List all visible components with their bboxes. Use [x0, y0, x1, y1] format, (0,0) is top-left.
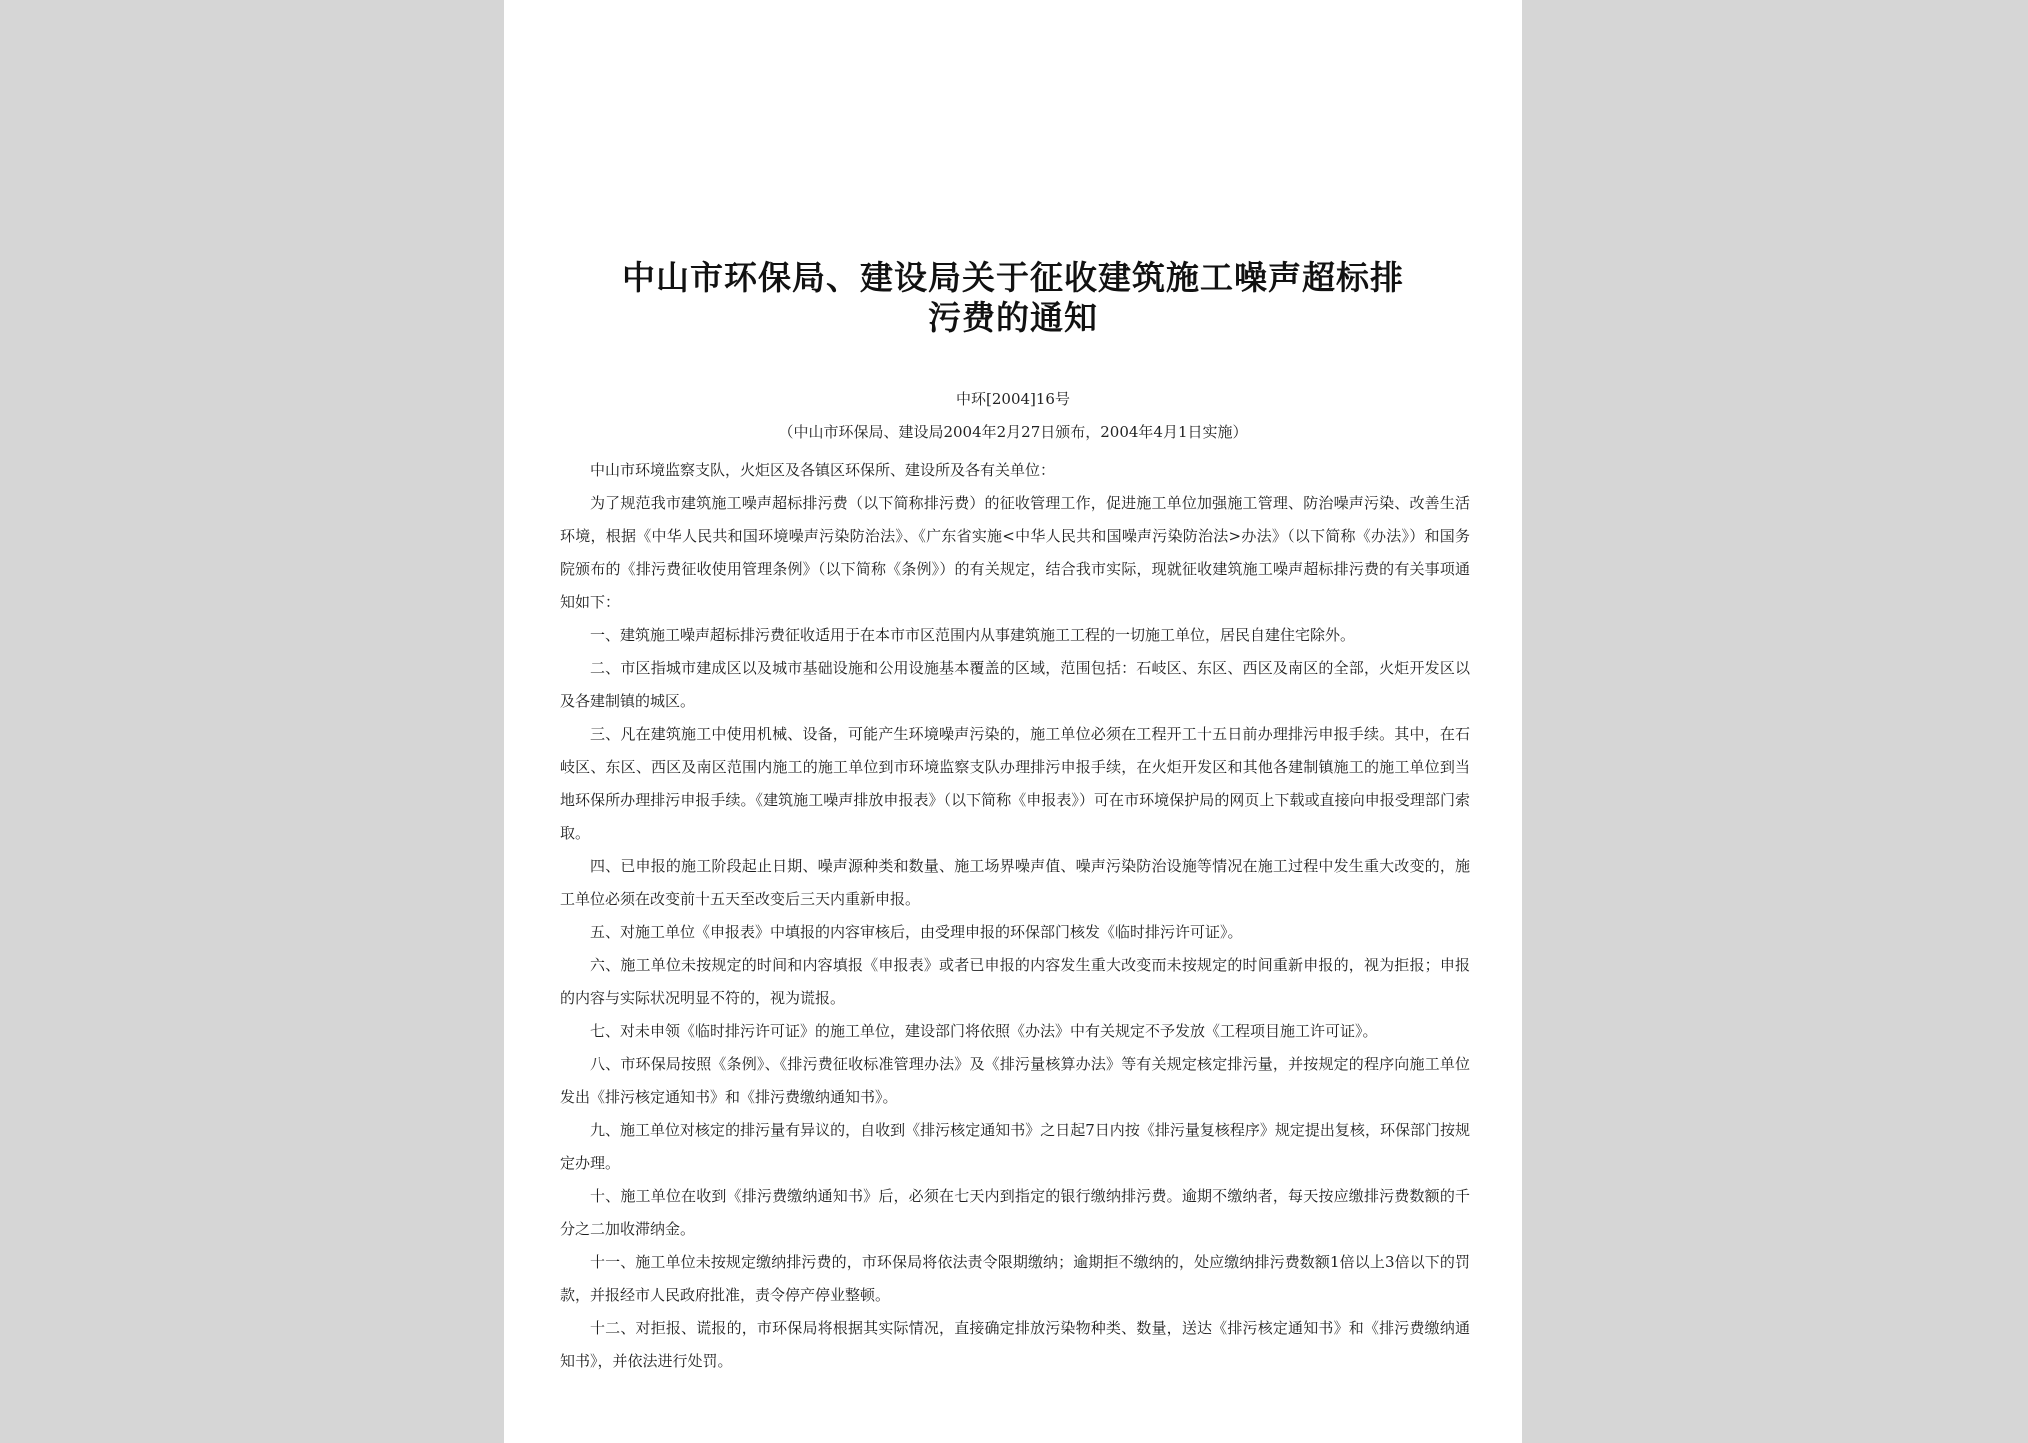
paragraph-item-1: 一、建筑施工噪声超标排污费征收适用于在本市市区范围内从事建筑施工工程的一切施工单位，居民自建住宅除外。: [590, 626, 1356, 644]
paragraph-item-10: 十、施工单位在收到《排污费缴纳通知书》后，必须在七天内到指定的银行缴纳排污费。逾期不缴纳者，每天按应缴排污费数额的千分之二加收滞纳金。: [560, 1187, 1470, 1238]
paragraph-item-5: 五、对施工单位《申报表》中填报的内容审核后，由受理申报的环保部门核发《临时排污许可证》。: [590, 923, 1243, 941]
document-title: [504, 258, 1522, 338]
paragraph-item-4: 四、已申报的施工阶段起止日期、噪声源种类和数量、施工场界噪声值、噪声污染防治设施等情况在施工过程中发生重大改变的，施工单位必须在改变前十五天至改变后三天内重新申报。: [560, 857, 1470, 908]
paragraph-item-8: 八、市环保局按照《条例》、《排污费征收标准管理办法》及《排污量核算办法》等有关规定核定排污量，并按规定的程序向施工单位发出《排污核定通知书》和《排污费缴纳通知书》。: [560, 1055, 1470, 1106]
paragraph-item-2: 二、市区指城市建成区以及城市基础设施和公用设施基本覆盖的区域，范围包括：石岐区、东区、西区及南区的全部，火炬开发区以及各建制镇的城区。: [560, 659, 1470, 710]
paragraph-item-3: 三、凡在建筑施工中使用机械、设备，可能产生环境噪声污染的，施工单位必须在工程开工十五日前办理排污申报手续。其中，在石岐区、东区、西区及南区范围内施工的施工单位到市环境监察支队办理排污申报手续，在火炬开发区和其他各建制镇施工的施工单位到当地环保所办理排污申报手续。《建筑施工噪声排放申报表》（以下简称《申报表》）可在市环境保护局的网页上下载或直接向申报受理部门索取。: [560, 725, 1470, 842]
document-number: 中环[2004]16号: [956, 390, 1070, 408]
paragraph-item-9: 九、施工单位对核定的排污量有异议的，自收到《排污核定通知书》之日起7日内按《排污量复核程序》规定提出复核，环保部门按规定办理。: [560, 1121, 1470, 1172]
document-page: [504, 0, 1522, 1443]
title-line-1: 中山市环保局、建设局关于征收建筑施工噪声超标排: [622, 258, 1404, 297]
paragraph-item-6: 六、施工单位未按规定的时间和内容填报《申报表》或者已申报的内容发生重大改变而未按规定的时间重新申报的，视为拒报；申报的内容与实际状况明显不符的，视为谎报。: [560, 956, 1470, 1007]
document-body: [560, 454, 1470, 1378]
paragraph-item-11: 十一、施工单位未按规定缴纳排污费的，市环保局将依法责令限期缴纳；逾期拒不缴纳的，处应缴纳排污费数额1倍以上3倍以下的罚款，并报经市人民政府批准，责令停产停业整顿。: [560, 1253, 1470, 1304]
issue-date-line: （中山市环保局、建设局2004年2月27日颁布，2004年4月1日实施）: [778, 423, 1248, 441]
paragraph-addressee: 中山市环境监察支队，火炬区及各镇区环保所、建设所及各有关单位：: [590, 461, 1056, 479]
paragraph-item-12: 十二、对拒报、谎报的，市环保局将根据其实际情况，直接确定排放污染物种类、数量，送达《排污核定通知书》和《排污费缴纳通知书》，并依法进行处罚。: [560, 1319, 1470, 1370]
paragraph-item-7: 七、对未申领《临时排污许可证》的施工单位，建设部门将依照《办法》中有关规定不予发放《工程项目施工许可证》。: [590, 1022, 1378, 1040]
title-line-2: 污费的通知: [928, 298, 1098, 337]
paragraph-preamble: 为了规范我市建筑施工噪声超标排污费（以下简称排污费）的征收管理工作，促进施工单位加强施工管理、防治噪声污染、改善生活环境，根据《中华人民共和国环境噪声污染防治法》、《广东省实施<中华人民共和国噪声污染防治法>办法》（以下简称《办法》）和国务院颁布的《排污费征收使用管理条例》（以下简称《条例》）的有关规定，结合我市实际，现就征收建筑施工噪声超标排污费的有关事项通知如下：: [560, 494, 1470, 611]
